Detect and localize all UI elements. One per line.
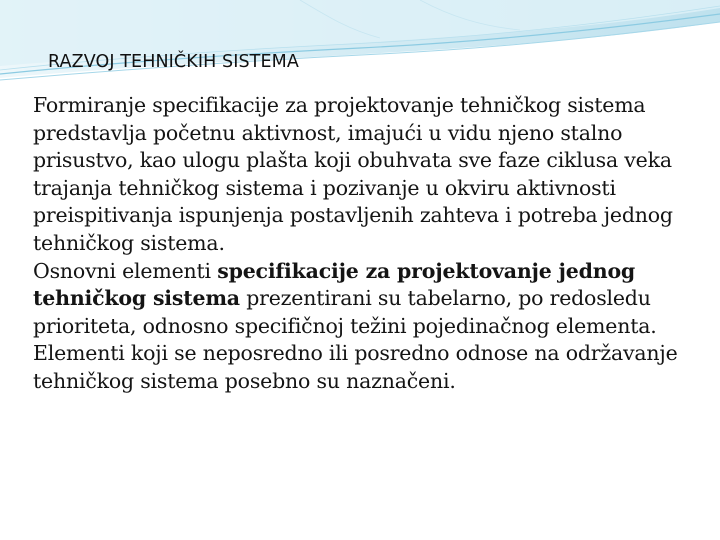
paragraph-basic-elements-bold: specifikacije za projektovanje jednog tehničkog sistema: [33, 258, 636, 311]
paragraph-basic-elements: [33, 258, 717, 341]
paragraph-maintenance-elements: Elementi koji se neposredno ili posredno odnose na održavanje tehničkog sistema posebno su naznačeni.: [33, 341, 678, 393]
slide-title: RAZVOJ TEHNIČKIH SISTEMA: [48, 52, 299, 72]
paragraph-basic-elements-end: prezentirani su tabelarno, po redosledu prioriteta, odnosno specifičnoj težini pojedinačnog elementa.: [33, 286, 657, 338]
slide-body: [33, 92, 717, 396]
paragraph-basic-elements-start: Osnovni elementi: [33, 258, 218, 283]
header-wave-decoration: [0, 0, 720, 90]
paragraph-specification-intro: Formiranje specifikacije za projektovanje tehničkog sistema predstavlja početnu aktivnost, imajući u vidu njeno stalno prisustvo, kao ulogu plašta koji obuhvata sve faze ciklusa veka trajanja tehničkog sistema i pozivanje u okviru aktivnosti preispitivanja ispunjenja postavljenih zahteva i potreba jednog tehničkog sistema.: [33, 93, 673, 255]
